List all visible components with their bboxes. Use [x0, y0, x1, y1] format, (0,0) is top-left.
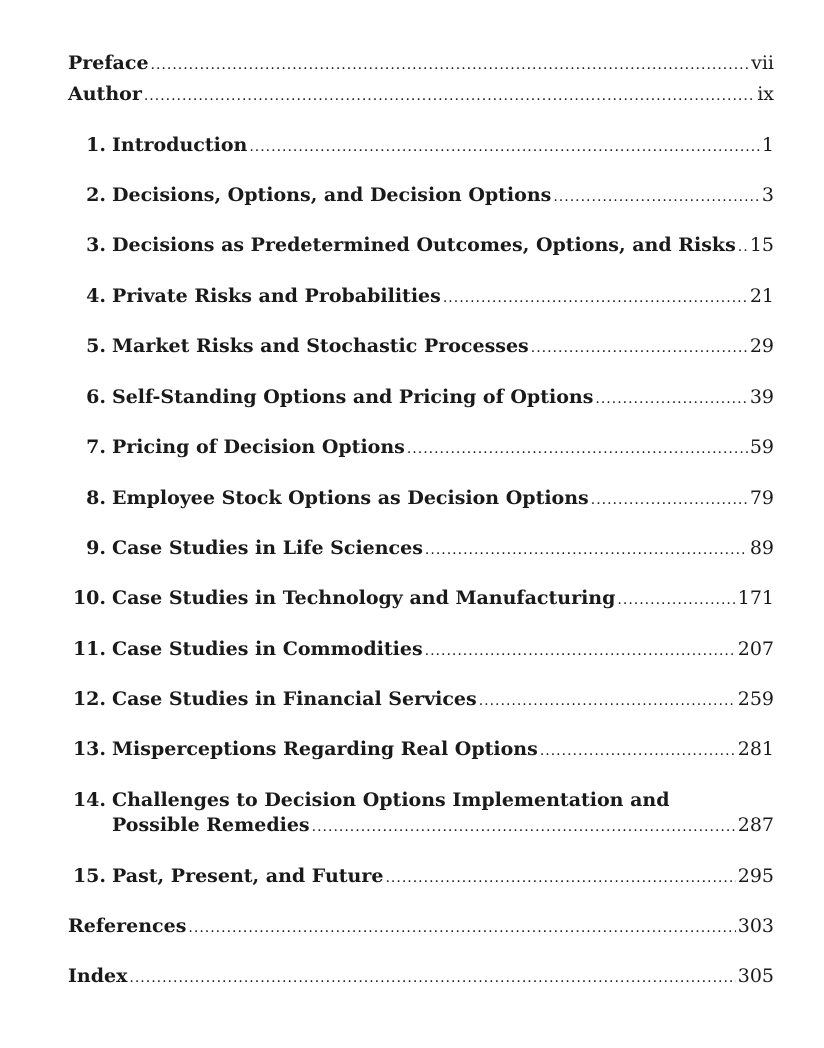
- toc-page-number: 79: [749, 487, 774, 509]
- dot-leader: [425, 639, 736, 664]
- chapter-number: 4.: [86, 285, 106, 307]
- toc-entry-title: Employee Stock Options as Decision Options: [112, 487, 589, 509]
- toc-page-number: 295: [737, 865, 774, 887]
- toc-entry-chapter-15[interactable]: [68, 864, 774, 891]
- dot-leader: [188, 916, 735, 941]
- chapter-number: 3.: [86, 234, 106, 256]
- toc-entry-title: Pricing of Decision Options: [112, 436, 405, 458]
- chapter-number: 13.: [72, 738, 106, 760]
- toc-entry-chapter-10[interactable]: [68, 586, 774, 613]
- toc-entry-title: Index: [68, 965, 128, 987]
- toc-page-number: 281: [737, 738, 774, 760]
- dot-leader: [595, 387, 747, 412]
- dot-leader: [312, 815, 736, 840]
- toc-page-number: 3: [761, 184, 774, 206]
- dot-leader: [553, 185, 760, 210]
- toc-entry-chapter-8[interactable]: [68, 486, 774, 513]
- dot-leader: [617, 588, 735, 613]
- chapter-number: 2.: [86, 184, 106, 206]
- dot-leader: [425, 538, 748, 563]
- toc-entry-chapter-12[interactable]: [68, 687, 774, 714]
- toc-page-number: 305: [737, 965, 774, 987]
- toc-entry-chapter-5[interactable]: [68, 334, 774, 361]
- toc-entry-title: Case Studies in Commodities: [112, 638, 423, 660]
- toc-entry-title: Author: [68, 83, 142, 105]
- toc-entry-chapter-1[interactable]: [68, 133, 774, 160]
- toc-entry-index[interactable]: [68, 964, 774, 991]
- chapter-number: 8.: [86, 487, 106, 509]
- toc-entry-chapter-4[interactable]: [68, 284, 774, 311]
- chapter-number: 5.: [86, 335, 106, 357]
- toc-page-number: 171: [737, 587, 774, 609]
- toc-entry-preface[interactable]: [68, 51, 774, 78]
- toc-page-number: 1: [761, 134, 774, 156]
- dot-leader: [540, 739, 736, 764]
- toc-entry-chapter-6[interactable]: [68, 385, 774, 412]
- toc-entry-chapter-11[interactable]: [68, 637, 774, 664]
- toc-entry-title: Market Risks and Stochastic Processes: [112, 335, 529, 357]
- toc-entry-references[interactable]: [68, 914, 774, 941]
- toc-page-number: 59: [749, 436, 774, 458]
- dot-leader: [144, 84, 755, 109]
- toc-page-number: 39: [749, 386, 774, 408]
- toc-entry-title: Case Studies in Life Sciences: [112, 537, 423, 559]
- chapter-number: 6.: [86, 386, 106, 408]
- dot-leader: [479, 689, 736, 714]
- dot-leader: [443, 286, 748, 311]
- toc-page-number: 303: [737, 915, 774, 937]
- toc-entry-title: Self-Standing Options and Pricing of Options: [112, 386, 594, 408]
- dot-leader: [407, 437, 748, 462]
- chapter-number: 9.: [86, 537, 106, 559]
- dot-leader: [249, 135, 760, 160]
- toc-page-number: 259: [737, 688, 774, 710]
- toc-entry-title: Misperceptions Regarding Real Options: [112, 738, 538, 760]
- toc-entry-chapter-2[interactable]: [68, 183, 774, 210]
- toc-entry-title: Private Risks and Probabilities: [112, 285, 441, 307]
- dot-leader: [738, 235, 748, 260]
- toc-page-number: 29: [749, 335, 774, 357]
- chapter-number: 10.: [72, 587, 106, 609]
- toc-entry-title: Introduction: [112, 134, 248, 156]
- dot-leader: [531, 336, 748, 361]
- toc-entry-chapter-3[interactable]: [68, 233, 774, 260]
- toc-entry-title: Past, Present, and Future: [112, 865, 384, 887]
- toc-entry-chapter-9[interactable]: [68, 536, 774, 563]
- toc-entry-author[interactable]: [68, 82, 774, 109]
- chapter-number: 14.: [72, 789, 106, 811]
- toc-entry-chapter-13[interactable]: [68, 737, 774, 764]
- dot-leader: [385, 866, 735, 891]
- toc-entry-chapter-7[interactable]: [68, 435, 774, 462]
- toc-entry-title: Case Studies in Technology and Manufacturing: [112, 587, 616, 609]
- chapter-number: 15.: [72, 865, 106, 887]
- toc-page-number: ix: [757, 83, 774, 105]
- dot-leader: [129, 966, 735, 991]
- toc-entry-title: Decisions, Options, and Decision Options: [112, 184, 552, 206]
- toc-entry-title: References: [68, 915, 187, 937]
- chapter-number: 12.: [72, 688, 106, 710]
- chapter-number: 7.: [86, 436, 106, 458]
- toc-page-number: 287: [737, 814, 774, 836]
- dot-leader: [591, 488, 748, 513]
- dot-leader: [151, 53, 750, 78]
- toc-page-number: 21: [749, 285, 774, 307]
- toc-page-number: 15: [749, 234, 774, 256]
- toc-page-number: 89: [749, 537, 774, 559]
- chapter-number: 1.: [86, 134, 106, 156]
- toc-page-number: 207: [737, 638, 774, 660]
- toc-entry-title: Case Studies in Financial Services: [112, 688, 477, 710]
- toc-page-number: vii: [751, 52, 774, 74]
- toc-entry-title-line-1: Challenges to Decision Options Implementation and: [112, 789, 670, 811]
- toc-entry-title: Decisions as Predetermined Outcomes, Options, and Risks: [112, 234, 736, 256]
- toc-entry-title-line-2: Possible Remedies: [112, 814, 310, 836]
- chapter-number: 11.: [72, 638, 106, 660]
- toc-entry-chapter-14[interactable]: [68, 788, 774, 840]
- toc-entry-title: Preface: [68, 52, 149, 74]
